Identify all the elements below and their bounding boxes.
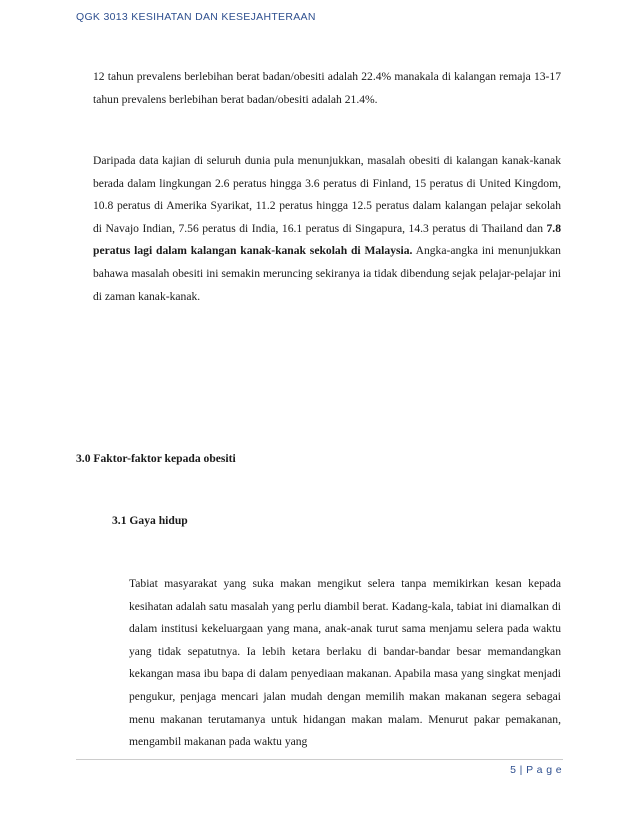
running-header: QGK 3013 KESIHATAN DAN KESEJAHTERAAN [76, 11, 316, 23]
paragraph-world-data [93, 150, 561, 308]
paragraph-lifestyle: Tabiat masyarakat yang suka makan mengikut selera tanpa memikirkan kesan kepada kesihatan adalah satu masalah yang perlu diambil berat. Kadang-kala, tabiat ini diamalkan di dalam institusi kekeluargaan yang mana, anak-anak turut sama menjamu selera pada waktu yang tidak sepatutnya. Ia lebih ketara berlaku di bandar-bandar besar memandangkan kekangan masa ibu bapa di dalam penyediaan makanan. Apabila masa yang singkat menjadi pengukur, penjaga mencari jalan mudah dengan memilih makan makanan segera sebagai menu makanan terutamanya untuk hidangan makan malam. Menurut pakar pemakanan, mengambil makanan pada waktu yang [129, 577, 561, 749]
paragraph-world-data-end: Angka-angka ini menunjukkan bahawa masalah obesiti ini semakin meruncing sekiranya ia tidak dibendung sejak pelajar-pelajar ini di zaman kanak-kanak. [93, 244, 561, 303]
section-heading: 3.0 Faktor-faktor kepada obesiti [76, 452, 236, 465]
paragraph-prevalence: 12 tahun prevalens berlebihan berat badan/obesiti adalah 22.4% manakala di kalangan remaja 13-17 tahun prevalens berlebihan berat badan/obesiti adalah 21.4%. [93, 70, 561, 106]
paragraph-world-data-bold: 7.8 peratus lagi dalam kalangan kanak-kanak sekolah di Malaysia. [93, 221, 561, 258]
subsection-heading: 3.1 Gaya hidup [112, 514, 188, 527]
page-number: 5 | P a g e [510, 764, 562, 776]
footer-divider [76, 759, 563, 760]
paragraph-world-data-start: Daripada data kajian di seluruh dunia pula menunjukkan, masalah obesiti di kalangan kanak-kanak berada dalam lingkungan 2.6 peratus hingga 3.6 peratus di Finland, 15 peratus di United Kingdom, 10.8 peratus di Amerika Syarikat, 11.2 peratus hingga 12.5 peratus dalam kalangan pelajar sekolah di Navajo Indian, 7.56 peratus di India, 16.1 peratus di Singapura, 14.3 peratus di Thailand dan [93, 154, 561, 235]
